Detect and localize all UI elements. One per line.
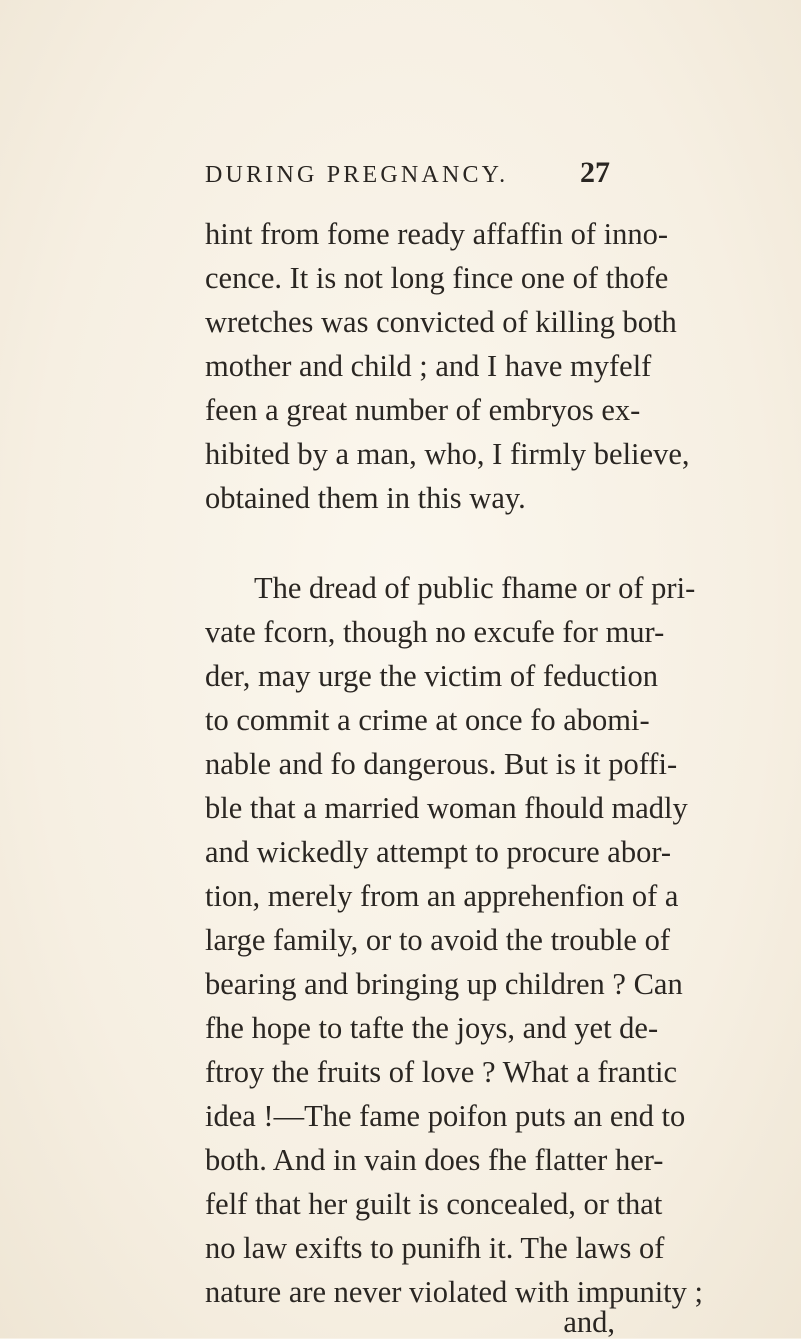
text-line: large family, or to avoid the trouble of	[205, 923, 670, 957]
text-line: cence. It is not long fince one of thofe	[205, 261, 669, 295]
text-line: fhe hope to tafte the joys, and yet de-	[205, 1011, 659, 1045]
text-line: ftroy the fruits of love ? What a frantic	[205, 1055, 678, 1089]
text-line: nature are never violated with impunity ;	[205, 1275, 704, 1309]
text-line: to commit a crime at once fo abomi-	[205, 703, 650, 737]
page-number: 27	[580, 156, 610, 189]
text-line: der, may urge the victim of feduction	[205, 659, 659, 693]
text-line: feen a great number of embryos ex-	[205, 393, 641, 427]
running-title: DURING PREGNANCY.	[205, 162, 509, 188]
text-line: idea !—The fame poifon puts an end to	[205, 1099, 686, 1133]
text-line: and wickedly attempt to procure abor-	[205, 835, 672, 869]
text-line: The dread of public fhame or of pri-	[254, 571, 696, 605]
text-line: hibited by a man, who, I firmly believe,	[205, 437, 690, 471]
catchword: and,	[563, 1305, 615, 1339]
text-line: mother and child ; and I have myfelf	[205, 349, 652, 383]
text-line: tion, merely from an apprehenfion of a	[205, 879, 679, 913]
running-head	[205, 155, 610, 195]
text-line: nable and fo dangerous. But is it poffi-	[205, 747, 678, 781]
text-line: both. And in vain does fhe flatter her-	[205, 1143, 664, 1177]
text-line: obtained them in this way.	[205, 481, 526, 515]
text-line: no law exifts to punifh it. The laws of	[205, 1231, 665, 1265]
text-line: wretches was convicted of killing both	[205, 305, 677, 339]
text-line: ble that a married woman fhould madly	[205, 791, 688, 825]
text-line: bearing and bringing up children ? Can	[205, 967, 683, 1001]
text-line: vate fcorn, though no excufe for mur-	[205, 615, 665, 649]
text-line: felf that her guilt is concealed, or that	[205, 1187, 663, 1221]
text-line: hint from fome ready affaffin of inno-	[205, 217, 668, 251]
